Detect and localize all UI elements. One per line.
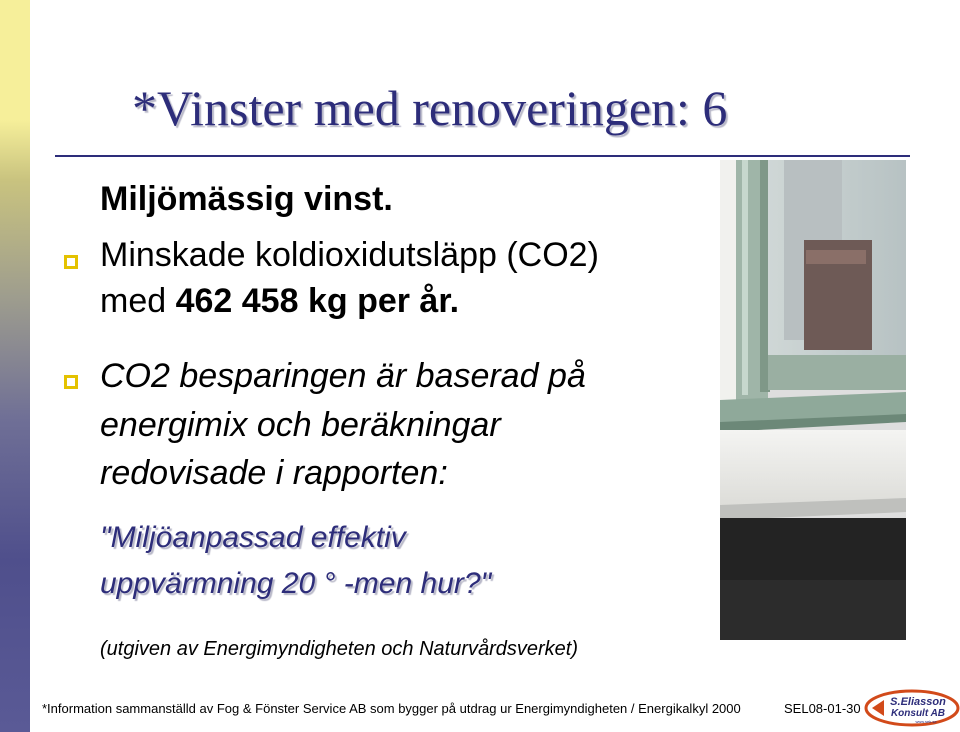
slide-title: *Vinster med renoveringen: 6 bbox=[132, 80, 728, 136]
document-code: SEL08-01-30 bbox=[784, 701, 861, 716]
bullet1-line2-prefix: med bbox=[100, 282, 176, 320]
logo-name-line2: Konsult AB bbox=[890, 708, 946, 719]
decorative-side-bar bbox=[0, 0, 30, 732]
section-heading: Miljömässig vinst. bbox=[100, 180, 393, 218]
logo-url: www.sek.se bbox=[915, 719, 937, 724]
bullet-square-icon bbox=[64, 375, 78, 389]
report-title-line1: "Miljöanpassad effektiv bbox=[100, 521, 406, 554]
bullet1-line2 bbox=[100, 278, 459, 324]
logo-name-line1: S.Eliasson bbox=[890, 696, 946, 708]
footer-note: *Information sammanställd av Fog & Fönster Service AB som bygger på utdrag ur Energimyndigheten / Energikalkyl 2000 bbox=[42, 701, 741, 716]
bullet2-line1: CO2 besparingen är baserad på bbox=[100, 357, 586, 395]
company-logo bbox=[864, 688, 960, 728]
bullet1-line1: Minskade koldioxidutsläpp (CO2) bbox=[100, 236, 599, 274]
title-divider bbox=[55, 155, 910, 157]
window-frame-photo bbox=[720, 160, 906, 640]
bullet-square-icon bbox=[64, 255, 78, 269]
bullet2-line3: redovisade i rapporten: bbox=[100, 454, 448, 492]
co2-amount: 462 458 kg per år. bbox=[175, 282, 460, 320]
bullet2-line2: energimix och beräkningar bbox=[100, 406, 501, 444]
report-source: (utgiven av Energimyndigheten och Naturvårdsverket) bbox=[100, 638, 579, 660]
report-title-line2: uppvärmning 20 ° -men hur?" bbox=[100, 567, 492, 600]
